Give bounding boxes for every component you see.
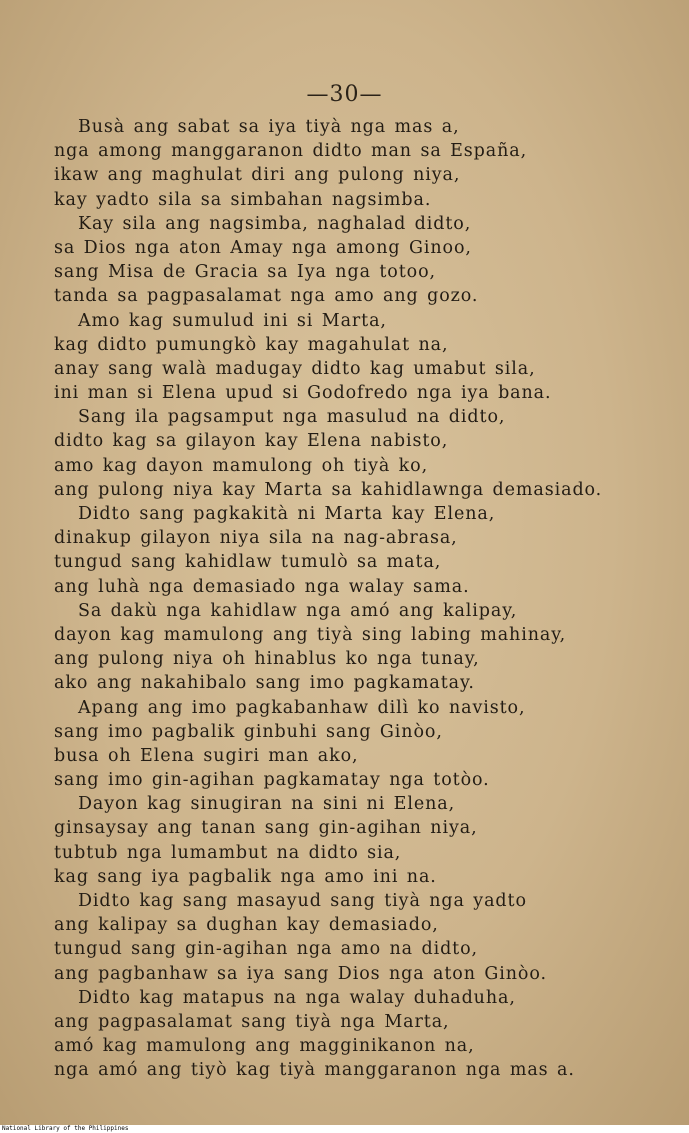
footer-bar: [0, 1125, 689, 1133]
text-line: didto kag sa gilayon kay Elena nabisto,: [54, 431, 449, 452]
text-line: dayon kag mamulong ang tiyà sing labing mahinay,: [54, 624, 567, 645]
text-line: ang kalipay sa dughan kay demasiado,: [54, 915, 439, 936]
text-line: anay sang walà madugay didto kag umabut sila,: [54, 358, 536, 379]
text-line: ikaw ang maghulat diri ang pulong niya,: [54, 165, 461, 186]
text-line: ginsaysay ang tanan sang gin-agihan niya,: [54, 818, 478, 839]
text-line: ang pagpasalamat sang tiyà nga Marta,: [54, 1011, 450, 1032]
text-line: sang Misa de Gracia sa Iya nga totoo,: [54, 262, 437, 283]
text-line: busa oh Elena sugiri man ako,: [54, 745, 359, 766]
poem-text: [54, 115, 679, 1083]
text-line: Didto sang pagkakità ni Marta kay Elena,: [78, 504, 496, 524]
text-line: Didto kag sang masayud sang tiyà nga yadto: [78, 891, 527, 911]
text-line: Sang ila pagsamput nga masulud na didto,: [78, 407, 506, 428]
text-line: ang luhà nga demasiado nga walay sama.: [54, 576, 470, 597]
text-line: sang imo pagbalik ginbuhi sang Ginòo,: [54, 721, 443, 742]
text-line: sa Dios nga aton Amay nga among Ginoo,: [54, 237, 472, 258]
library-credit: National Library of the Philippines: [2, 1125, 129, 1132]
text-line: nga amó ang tiyò kag tiyà manggaranon nga mas a.: [54, 1060, 575, 1081]
text-line: Kay sila ang nagsimba, naghalad didto,: [78, 213, 472, 234]
text-line: tubtub nga lumambut na didto sia,: [54, 842, 402, 863]
text-line: ang pulong niya kay Marta sa kahidlawnga demasiado.: [54, 479, 603, 500]
text-line: Dayon kag sinugiran na sini ni Elena,: [78, 794, 456, 815]
text-line: sang imo gin-agihan pagkamatay nga totòo.: [54, 770, 490, 791]
text-line: ako ang nakahibalo sang imo pagkamatay.: [54, 673, 475, 694]
text-line: tungud sang gin-agihan nga amo na didto,: [54, 939, 479, 960]
text-line: Busà ang sabat sa iya tiyà nga mas a,: [78, 117, 460, 137]
text-line: tanda sa pagpasalamat nga amo ang gozo.: [54, 286, 479, 307]
text-line: nga among manggaranon didto man sa España,: [54, 141, 528, 162]
text-line: kag sang iya pagbalik nga amo ini na.: [54, 866, 437, 887]
text-line: Didto kag matapus na nga walay duhaduha,: [78, 987, 516, 1008]
text-line: Amo kag sumulud ini si Marta,: [78, 310, 387, 331]
page-number: —30—: [306, 82, 383, 107]
text-line: dinakup gilayon niya sila na nag-abrasa,: [54, 528, 458, 549]
text-line: amo kag dayon mamulong oh tiyà ko,: [54, 455, 429, 476]
text-line: ini man si Elena upud si Godofredo nga iya bana.: [54, 383, 552, 404]
text-line: kay yadto sila sa simbahan nagsimba.: [54, 189, 432, 210]
text-line: ang pulong niya oh hinablus ko nga tunay,: [54, 649, 480, 670]
text-line: Apang ang imo pagkabanhaw dilì ko navisto,: [78, 697, 526, 718]
text-line: amó kag mamulong ang magginikanon na,: [54, 1036, 475, 1057]
text-line: Sa dakù nga kahidlaw nga amó ang kalipay,: [78, 600, 518, 621]
text-line: ang pagbanhaw sa iya sang Dios nga aton Ginòo.: [54, 963, 547, 984]
text-line: tungud sang kahidlaw tumulò sa mata,: [54, 552, 442, 573]
text-line: kag didto pumungkò kay magahulat na,: [54, 334, 449, 355]
